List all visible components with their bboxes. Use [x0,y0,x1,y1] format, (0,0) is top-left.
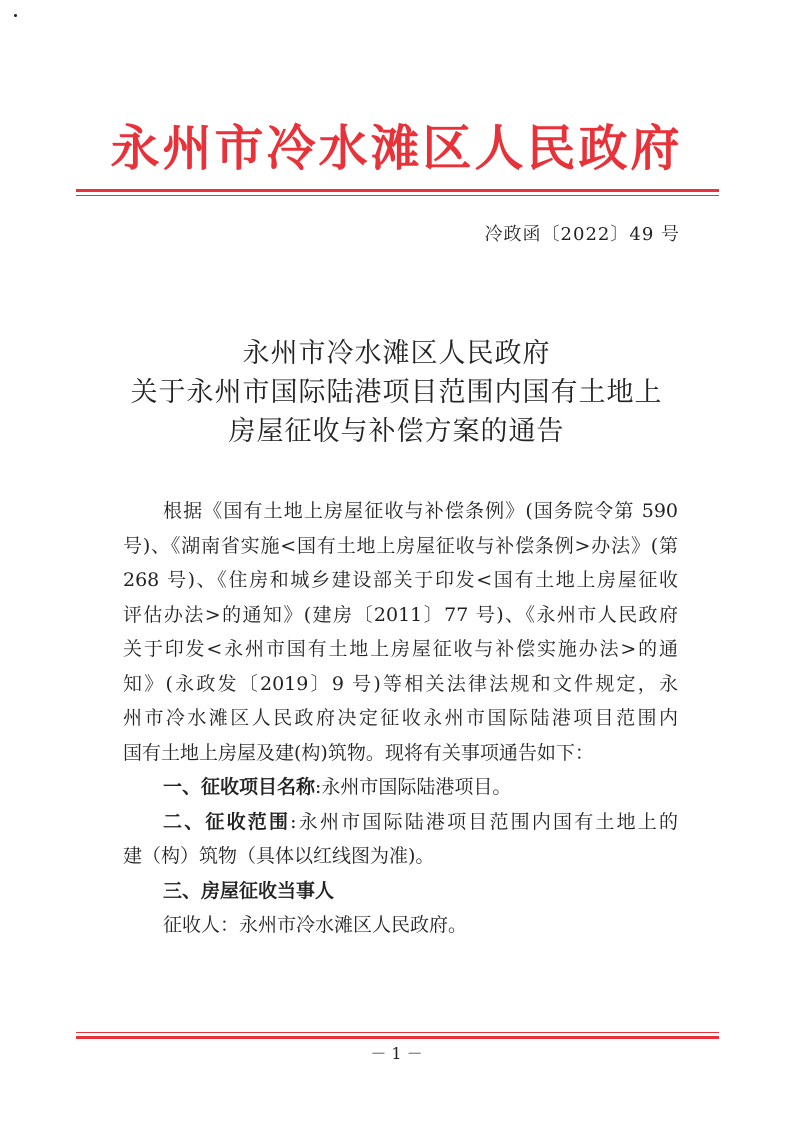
title-line-1: 永州市冷水滩区人民政府 [242,338,551,369]
section-heading: 三、房屋征收当事人 [163,879,335,902]
paragraph-line: 关于印发<永州市国有土地上房屋征收与补偿实施办法>的通 [123,638,678,660]
header-red-rule-thick [76,189,719,192]
title-line-3: 房屋征收与补偿方案的通告 [228,416,565,447]
document-number: 冷政函〔2022〕49 号 [484,224,680,245]
paragraph-line: 评估办法>的通知》(建房〔2011〕77 号)、《永州市人民政府 [123,603,678,626]
paragraph-line: 知》(永政发〔2019〕9 号)等相关法律法规和文件规定，永 [123,672,678,695]
issuing-authority-header: 永州市冷水滩区人民政府 [110,119,683,177]
section-heading: 一、征收项目名称 [163,776,316,798]
section-heading: 二、征收范围 [163,810,291,833]
paragraph-line: 国有土地上房屋及建(构)筑物。现将有关事项通告如下： [123,741,594,764]
paragraph-line: 号)、《湖南省实施<国有土地上房屋征收与补偿条例>办法》(第 [123,534,678,557]
footer-red-rule-thick [76,1036,719,1039]
notice-title [0,334,793,451]
section-3 [123,874,678,909]
scan-dot [14,14,17,17]
paragraph-line: 建（构）筑物（具体以红线图为准)。 [123,845,435,867]
page-number: － 1 － [370,1044,423,1063]
notice-body [123,494,678,943]
section-2 [123,805,678,840]
paragraph-line: 根据《国有土地上房屋征收与补偿条例》(国务院令第 590 [163,500,678,522]
title-line-2: 关于永州市国际陆港项目范围内国有土地上 [130,377,663,408]
paragraph-line: 268 号)、《住房和城乡建设部关于印发<国有土地上房屋征收 [123,569,678,591]
section-text: :永州市国际陆港项目。 [315,776,512,798]
section-text: :永州市国际陆港项目范围内国有土地上的 [290,810,678,833]
paragraph-line: 征收人：永州市冷水滩区人民政府。 [163,914,468,936]
footer-red-rule-thin [76,1032,719,1033]
paragraph-line: 州市冷水滩区人民政府决定征收永州市国际陆港项目范围内 [123,707,678,729]
section-1 [123,770,678,805]
header-red-rule-thin [76,195,719,196]
